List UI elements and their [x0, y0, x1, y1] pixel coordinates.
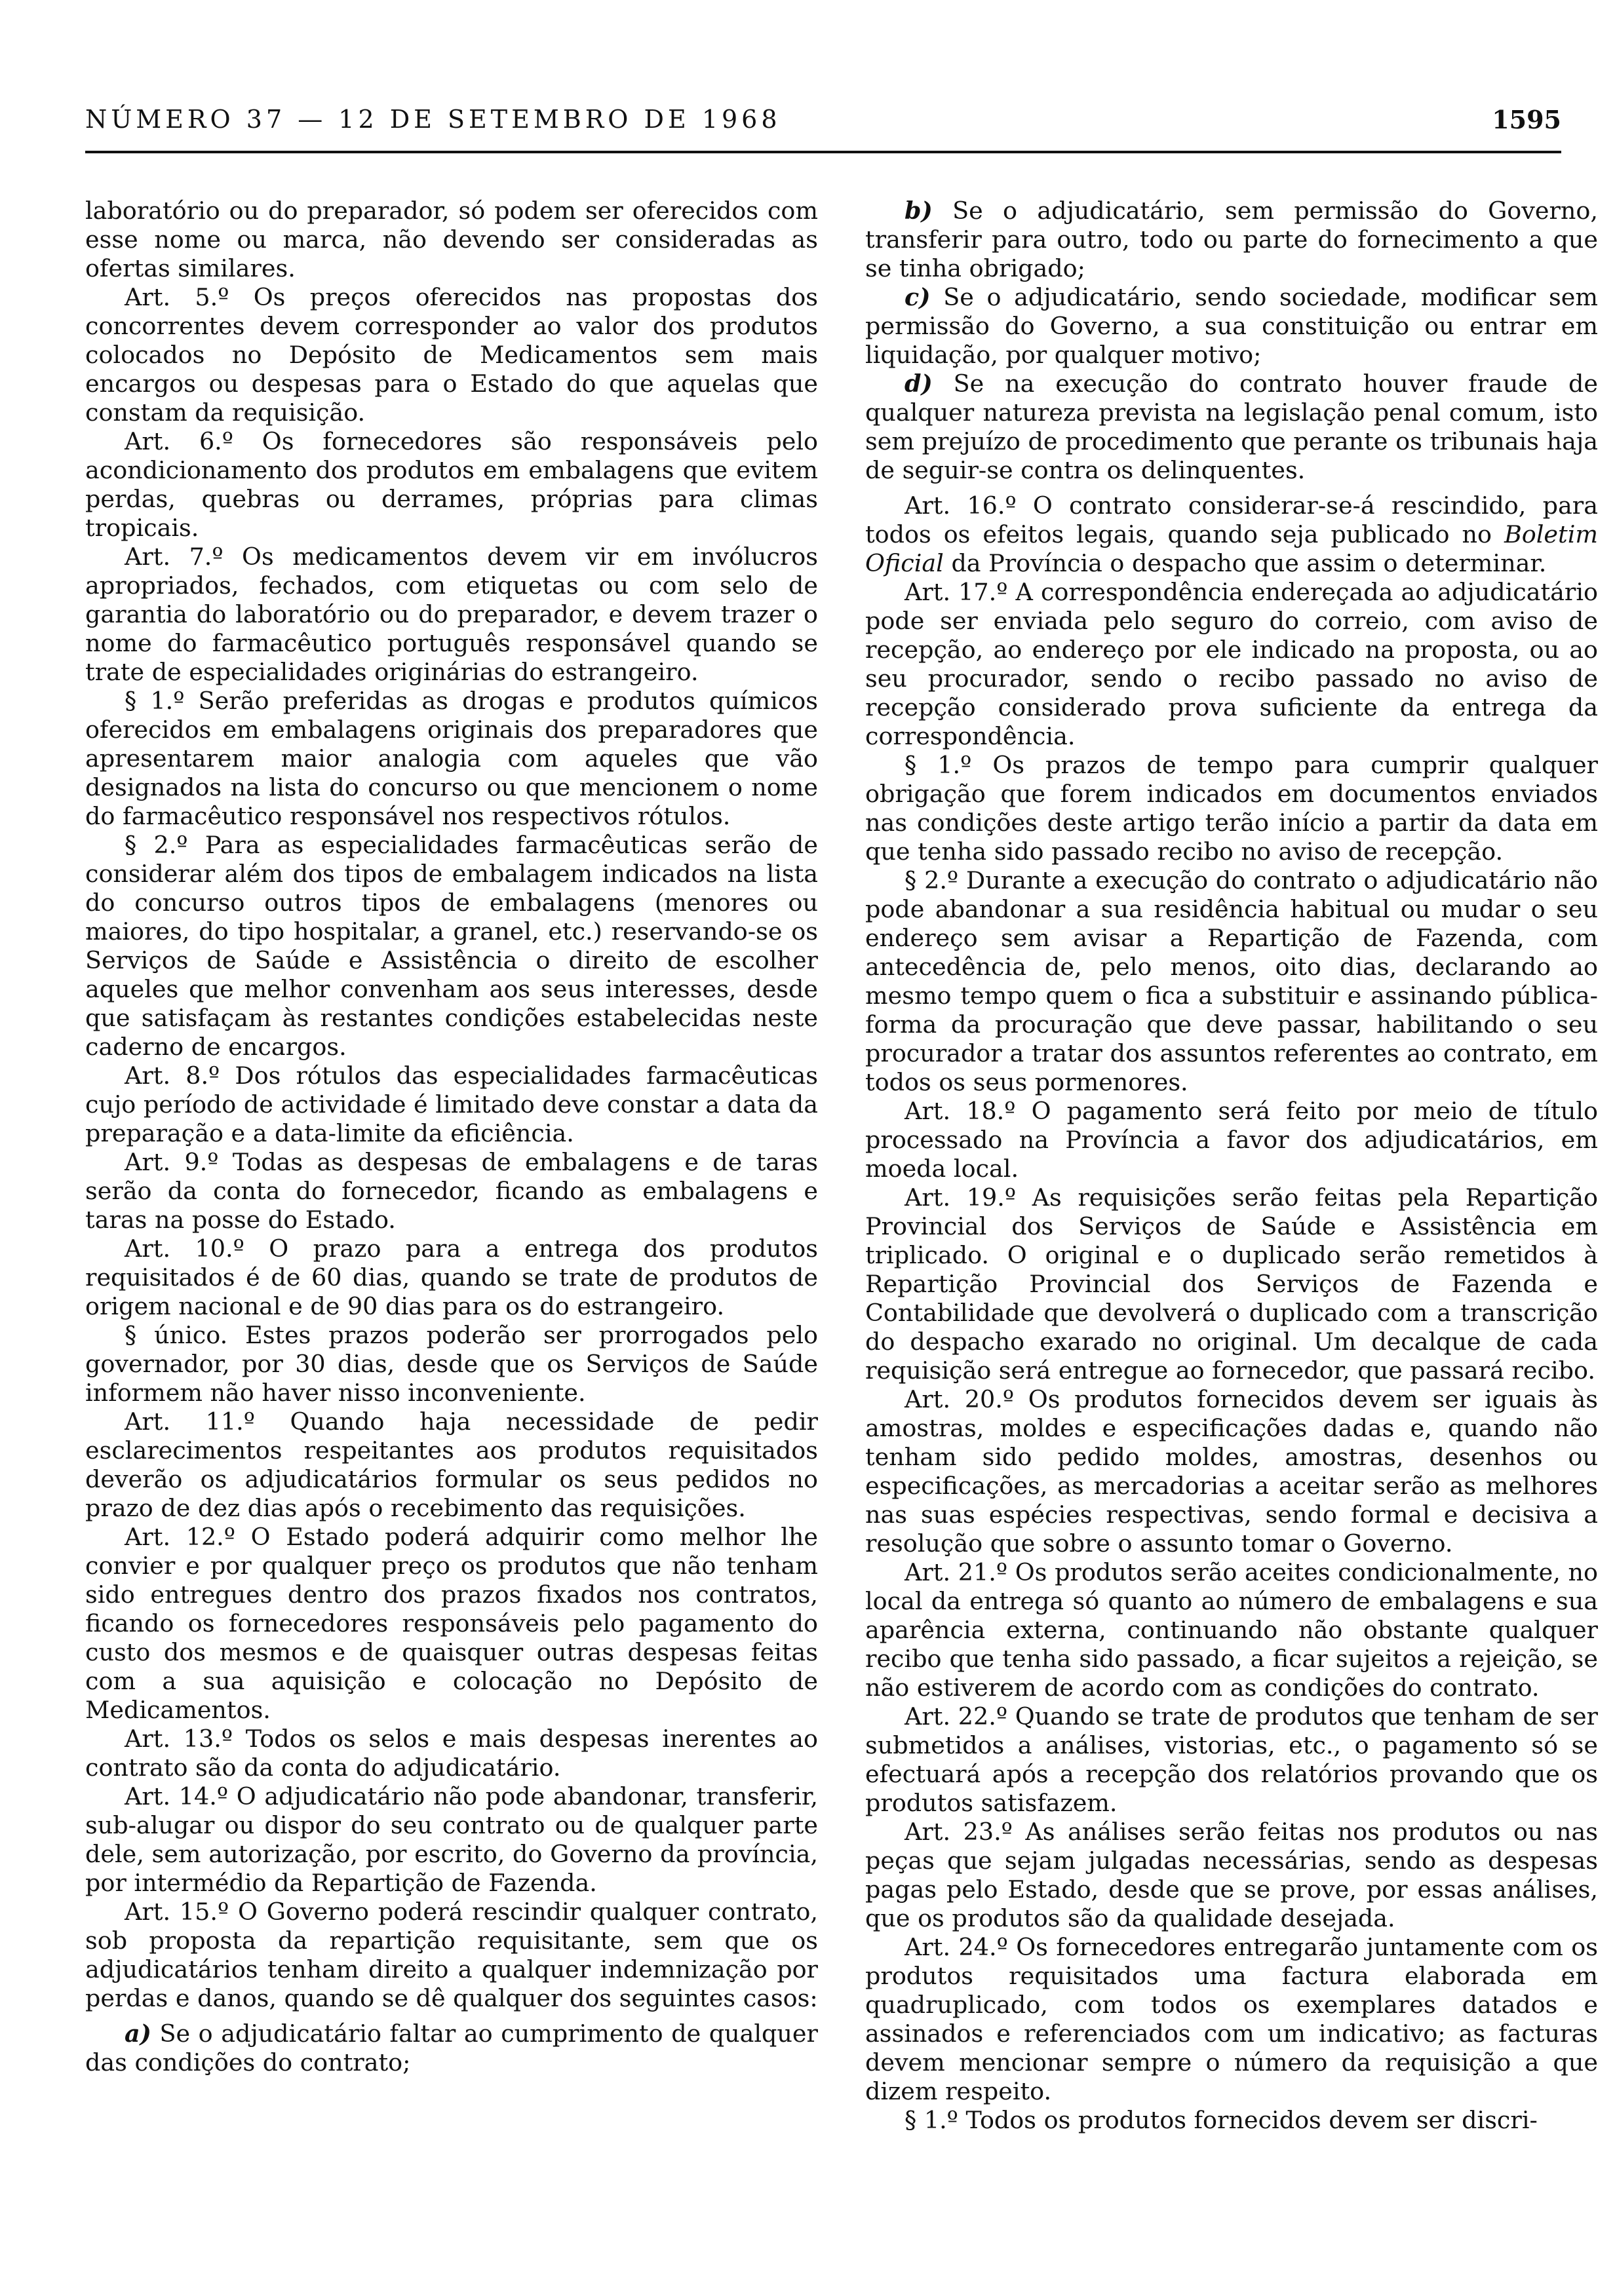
item-label: c): [905, 283, 931, 311]
article-9: Art. 9.º Todas as despesas de embalagens e de taras serão da conta do fornecedor, ficando as embalagens e taras na posse do Estado.: [85, 1148, 818, 1234]
boletim-oficial-title: Boletim Oficial: [865, 520, 1598, 577]
article-15: Art. 15.º O Governo poderá rescindir qualquer contrato, sob proposta da repartição requisitante, sem que os adjudicatários tenham direito a qualquer indemnização por perdas e danos, quando se dê qualquer dos seguintes casos:: [85, 1898, 818, 2012]
article-7: Art. 7.º Os medicamentos devem vir em invólucros apropriados, fechados, com etiquetas ou com selo de garantia do laboratório ou do preparador, e devem trazer o nome do farmacêutico português responsável quando se trate de especialidades originárias do estrangeiro.: [85, 543, 818, 686]
article-20: Art. 20.º Os produtos fornecidos devem ser iguais às amostras, moldes e especificações dadas e, quando não tenham sido pedido moldes, amostras, desenhos ou especificações, as mercadorias a aceitar serão as melhores nas suas espécies respectivas, sendo formal e decisiva a resolução que sobre o assunto tomar o Governo.: [865, 1385, 1598, 1558]
article-16: [865, 491, 1598, 578]
article-16-text-start: Art. 16.º O contrato considerar-se-á rescindido, para todos os efeitos legais, quando seja publicado no: [865, 491, 1598, 548]
item-text: Se o adjudicatário, sendo sociedade, modificar sem permissão do Governo, a sua constituição ou entrar em liquidação, por qualquer motivo;: [865, 283, 1599, 369]
left-column: [85, 197, 818, 2077]
article-17: Art. 17.º A correspondência endereçada ao adjudicatário pode ser enviada pelo seguro do correio, com aviso de recepção, ao endereço por ele indicado na proposta, ou ao seu procurador, sendo o recibo passado no aviso de recepção considerado prova suficiente da entrega da correspondência.: [865, 578, 1598, 750]
article-24-paragraph-1: § 1.º Todos os produtos fornecidos devem ser discri-: [905, 2106, 1538, 2134]
article-17-paragraph-2: § 2.º Durante a execução do contrato o adjudicatário não pode abandonar a sua residência habitual ou mudar o seu endereço sem avisar a Repartição de Fazenda, com antecedência de, pelo menos, oito dias, declarando ao mesmo tempo quem o fica a substituir e assinando pública-forma da procuração que deve passar, habilitando o seu procurador a tratar dos assuntos referentes ao contrato, em todos os seus pormenores.: [865, 866, 1598, 1096]
article-19: Art. 19.º As requisições serão feitas pela Repartição Provincial dos Serviços de Saúde e Assistência em triplicado. O original e o duplicado serão remetidos à Repartição Provincial dos Serviços de Fazenda e Contabilidade que devolverá o duplicado com a transcrição do despacho exarado no original. Um decalque de cada requisição será entregue ao fornecedor, que passará recibo.: [865, 1183, 1598, 1385]
issue-title: NÚMERO 37 — 12 DE SETEMBRO DE 1968: [85, 105, 781, 134]
article-12: Art. 12.º O Estado poderá adquirir como melhor lhe convier e por qualquer preço os produtos que não tenham sido entregues dentro dos prazos fixados nos contratos, ficando os fornecedores responsáveis pelo pagamento do custo dos mesmos e de quaisquer outras despesas feitas com a sua aquisição e colocação no Depósito de Medicamentos.: [85, 1523, 818, 1724]
paragraph: laboratório ou do preparador, só podem ser oferecidos com esse nome ou marca, não devendo ser consideradas as ofertas similares.: [85, 197, 818, 282]
page-header: [85, 105, 1561, 153]
article-15-item-d: [865, 370, 1598, 485]
item-text: Se o adjudicatário faltar ao cumprimento de qualquer das condições do contrato;: [85, 2019, 818, 2076]
article-7-paragraph-1: § 1.º Serão preferidas as drogas e produtos químicos oferecidos em embalagens originais dos preparadores que apresentarem maior analogia com aqueles que vão designados na lista do concurso ou que mencionem o nome do farmacêutico responsável nos respectivos rótulos.: [85, 687, 818, 830]
article-13: Art. 13.º Todos os selos e mais despesas inerentes ao contrato são da conta do adjudicatário.: [85, 1725, 818, 1782]
article-8: Art. 8.º Dos rótulos das especialidades farmacêuticas cujo período de actividade é limitado deve constar a data da preparação e a data-limite da eficiência.: [85, 1062, 818, 1147]
article-10: Art. 10.º O prazo para a entrega dos produtos requisitados é de 60 dias, quando se trate de produtos de origem nacional e de 90 dias para os do estrangeiro.: [85, 1234, 818, 1320]
article-5: Art. 5.º Os preços oferecidos nas propostas dos concorrentes devem corresponder ao valor dos produtos colocados no Depósito de Medicamentos sem mais encargos ou despesas para o Estado do que aquelas que constam da requisição.: [85, 283, 818, 427]
article-21: Art. 21.º Os produtos serão aceites condicionalmente, no local da entrega só quanto ao número de embalagens e sua aparência externa, continuando não obstante qualquer recibo que tenha sido passado, a ficar sujeitos a rejeição, se não estiverem de acordo com as condições do contrato.: [865, 1558, 1598, 1702]
article-17-paragraph-1: § 1.º Os prazos de tempo para cumprir qualquer obrigação que forem indicados em documentos enviados nas condições deste artigo terão início a partir da data em que tenha sido passado recibo no aviso de recepção.: [865, 751, 1598, 866]
page-number: 1595: [1492, 105, 1561, 134]
article-22: Art. 22.º Quando se trate de produtos que tenham de ser submetidos a análises, vistorias, etc., o pagamento só se efectuará após a recepção dos relatórios provando que os produtos satisfazem.: [865, 1702, 1598, 1817]
article-18: Art. 18.º O pagamento será feito por meio de título processado na Província a favor dos adjudicatários, em moeda local.: [865, 1097, 1598, 1183]
item-label: a): [125, 2019, 151, 2048]
article-6: Art. 6.º Os fornecedores são responsáveis pelo acondicionamento dos produtos em embalagens que evitem perdas, quebras ou derrames, próprias para climas tropicais.: [85, 427, 818, 542]
item-text: Se o adjudicatário, sem permissão do Governo, transferir para outro, todo ou parte do fornecimento a que se tinha obrigado;: [865, 197, 1599, 282]
article-14: Art. 14.º O adjudicatário não pode abandonar, transferir, sub-alugar ou dispor do seu contrato ou de qualquer parte dele, sem autorização, por escrito, do Governo da província, por intermédio da Repartição de Fazenda.: [85, 1782, 818, 1897]
item-label: d): [905, 370, 933, 398]
article-11: Art. 11.º Quando haja necessidade de pedir esclarecimentos respeitantes aos produtos requisitados deverão os adjudicatários formular os seus pedidos no prazo de dez dias após o recebimento das requisições.: [85, 1407, 818, 1522]
article-23: Art. 23.º As análises serão feitas nos produtos ou nas peças que sejam julgadas necessárias, sendo as despesas pagas pelo Estado, desde que se prove, por essas análises, que os produtos são da qualidade desejada.: [865, 1818, 1598, 1932]
item-text: Se na execução do contrato houver fraude de qualquer natureza prevista na legislação penal comum, isto sem prejuízo de procedimento que perante os tribunais haja de seguir-se contra os delinquentes.: [865, 370, 1598, 484]
article-15-item-c: [865, 283, 1598, 370]
item-label: b): [905, 197, 933, 225]
right-column: [865, 197, 1598, 2135]
article-15-item-b: [865, 197, 1598, 283]
article-15-item-a: [85, 2019, 818, 2077]
article-10-sole-paragraph: § único. Estes prazos poderão ser prorrogados pelo governador, por 30 dias, desde que os Serviços de Saúde informem não haver nisso inconveniente.: [85, 1321, 818, 1407]
article-24: Art. 24.º Os fornecedores entregarão juntamente com os produtos requisitados uma factura elaborada em quadruplicado, com todos os exemplares datados e assinados e referenciados com um indicativo; as facturas devem mencionar sempre o número da requisição a que dizem respeito.: [865, 1933, 1598, 2105]
article-16-text-end: da Província o despacho que assim o determinar.: [951, 549, 1547, 577]
article-7-paragraph-2: § 2.º Para as especialidades farmacêuticas serão de considerar além dos tipos de embalagem indicados na lista do concurso outros tipos de embalagens (menores ou maiores, do tipo hospitalar, a granel, etc.) reservando-se os Serviços de Saúde e Assistência o direito de escolher aqueles que melhor convenham aos seus interesses, desde que satisfaçam às restantes condições estabelecidas neste caderno de encargos.: [85, 831, 818, 1061]
